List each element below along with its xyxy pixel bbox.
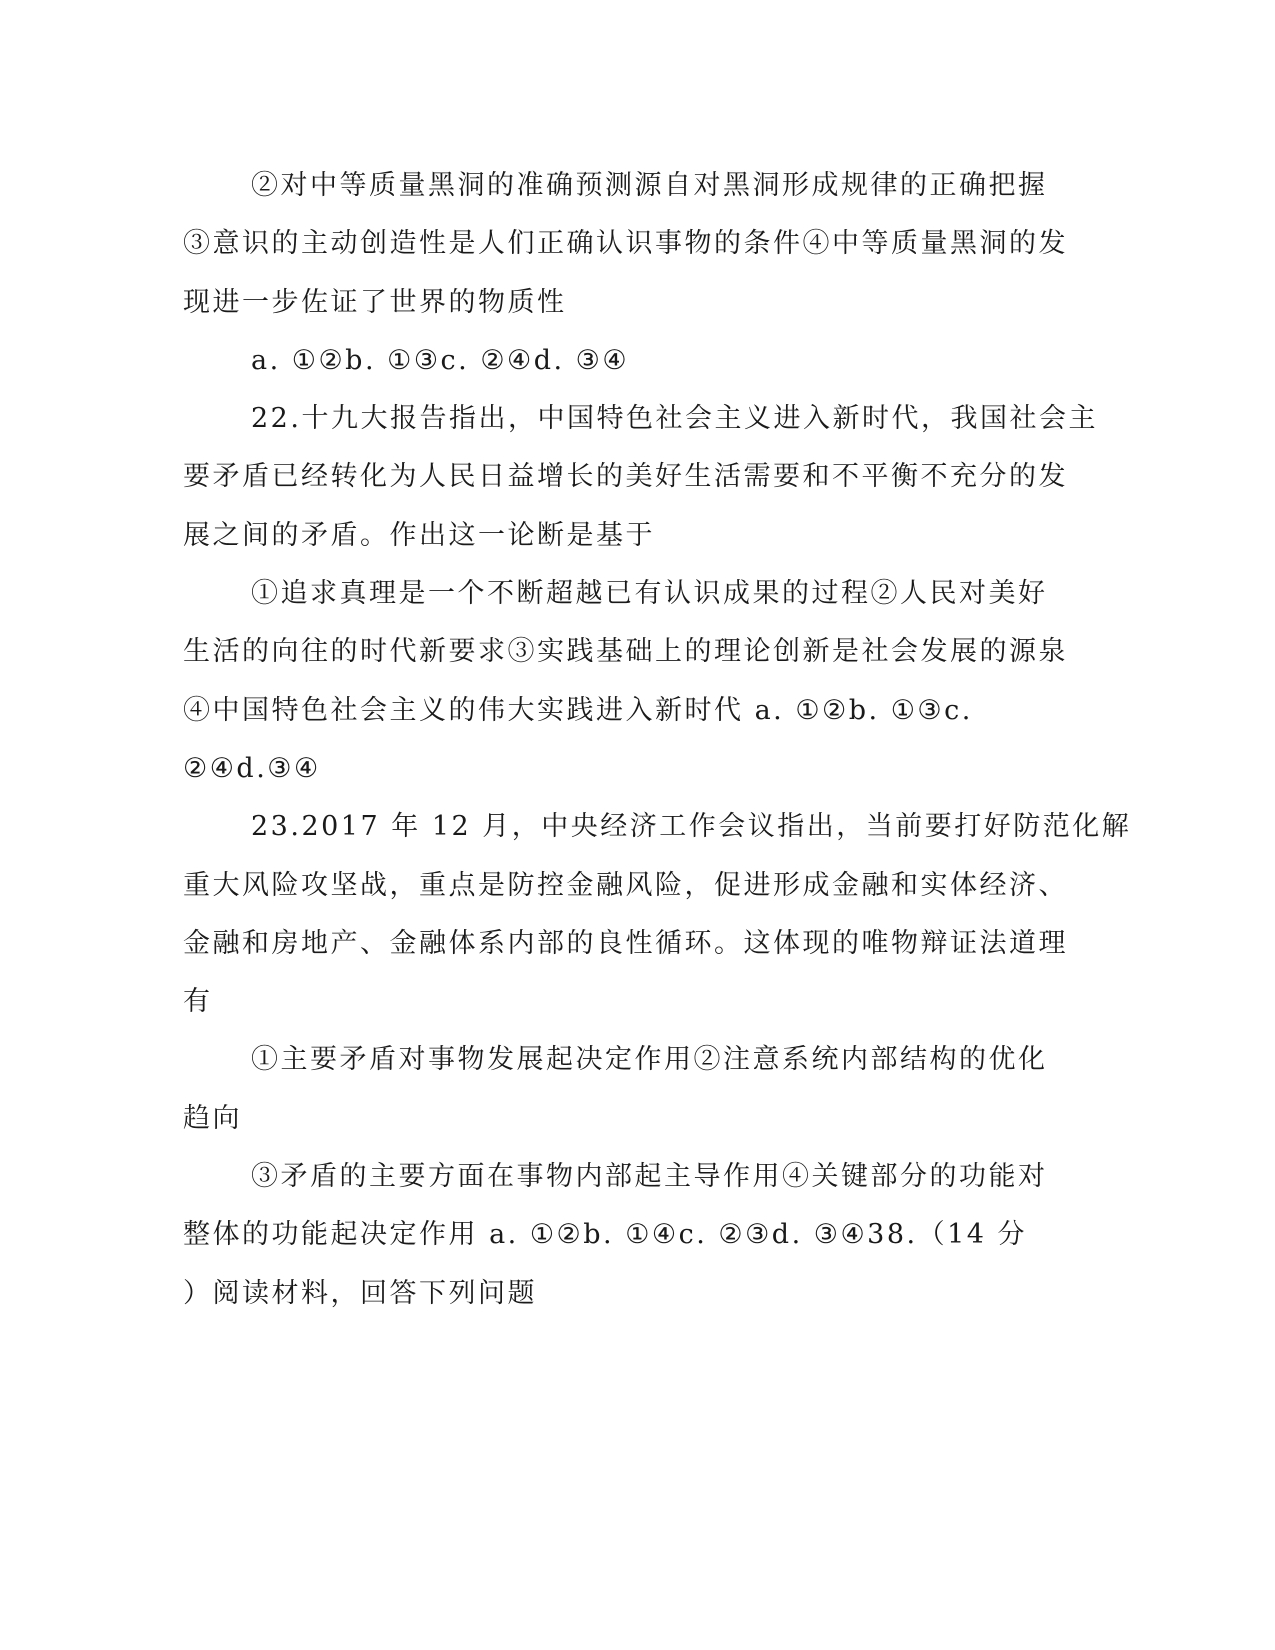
options-line: ②④d.③④ [183,752,321,784]
text-line: ④中国特色社会主义的伟大实践进入新时代 a. ①②b. ①③c. [183,694,973,726]
text-line: ③意识的主动创造性是人们正确认识事物的条件④中等质量黑洞的发 [183,228,1068,260]
text-line: ①主要矛盾对事物发展起决定作用②注意系统内部结构的优化 [251,1044,1048,1076]
options-line: a. ①②b. ①③c. ②④d. ③④ [251,344,630,376]
text-line: 趋向 [183,1102,242,1134]
document-body [183,157,1132,1323]
text-line: 要矛盾已经转化为人民日益增长的美好生活需要和不平衡不充分的发 [183,461,1068,493]
text-line: ）阅读材料，回答下列问题 [183,1277,537,1309]
text-line: ③矛盾的主要方面在事物内部起主导作用④关键部分的功能对 [251,1161,1048,1193]
text-line: 金融和房地产、金融体系内部的良性循环。这体现的唯物辩证法道理 [183,927,1068,959]
text-line: 展之间的矛盾。作出这一论断是基于 [183,519,655,551]
text-line: 现进一步佐证了世界的物质性 [183,286,567,318]
text-line: 重大风险攻坚战，重点是防控金融风险，促进形成金融和实体经济、 [183,869,1068,901]
question-23-line: 23.2017 年 12 月，中央经济工作会议指出，当前要打好防范化解 [251,811,1132,843]
text-line: ②对中等质量黑洞的准确预测源自对黑洞形成规律的正确把握 [251,170,1048,201]
text-line: 有 [183,986,213,1018]
text-line: 生活的向往的时代新要求③实践基础上的理论创新是社会发展的源泉 [183,636,1068,668]
text-line: ①追求真理是一个不断超越已有认识成果的过程②人民对美好 [251,578,1048,610]
question-22-line: 22.十九大报告指出，中国特色社会主义进入新时代，我国社会主 [251,403,1098,435]
text-line: 整体的功能起决定作用 a. ①②b. ①④c. ②③d. ③④38.（14 分 [183,1219,1028,1251]
